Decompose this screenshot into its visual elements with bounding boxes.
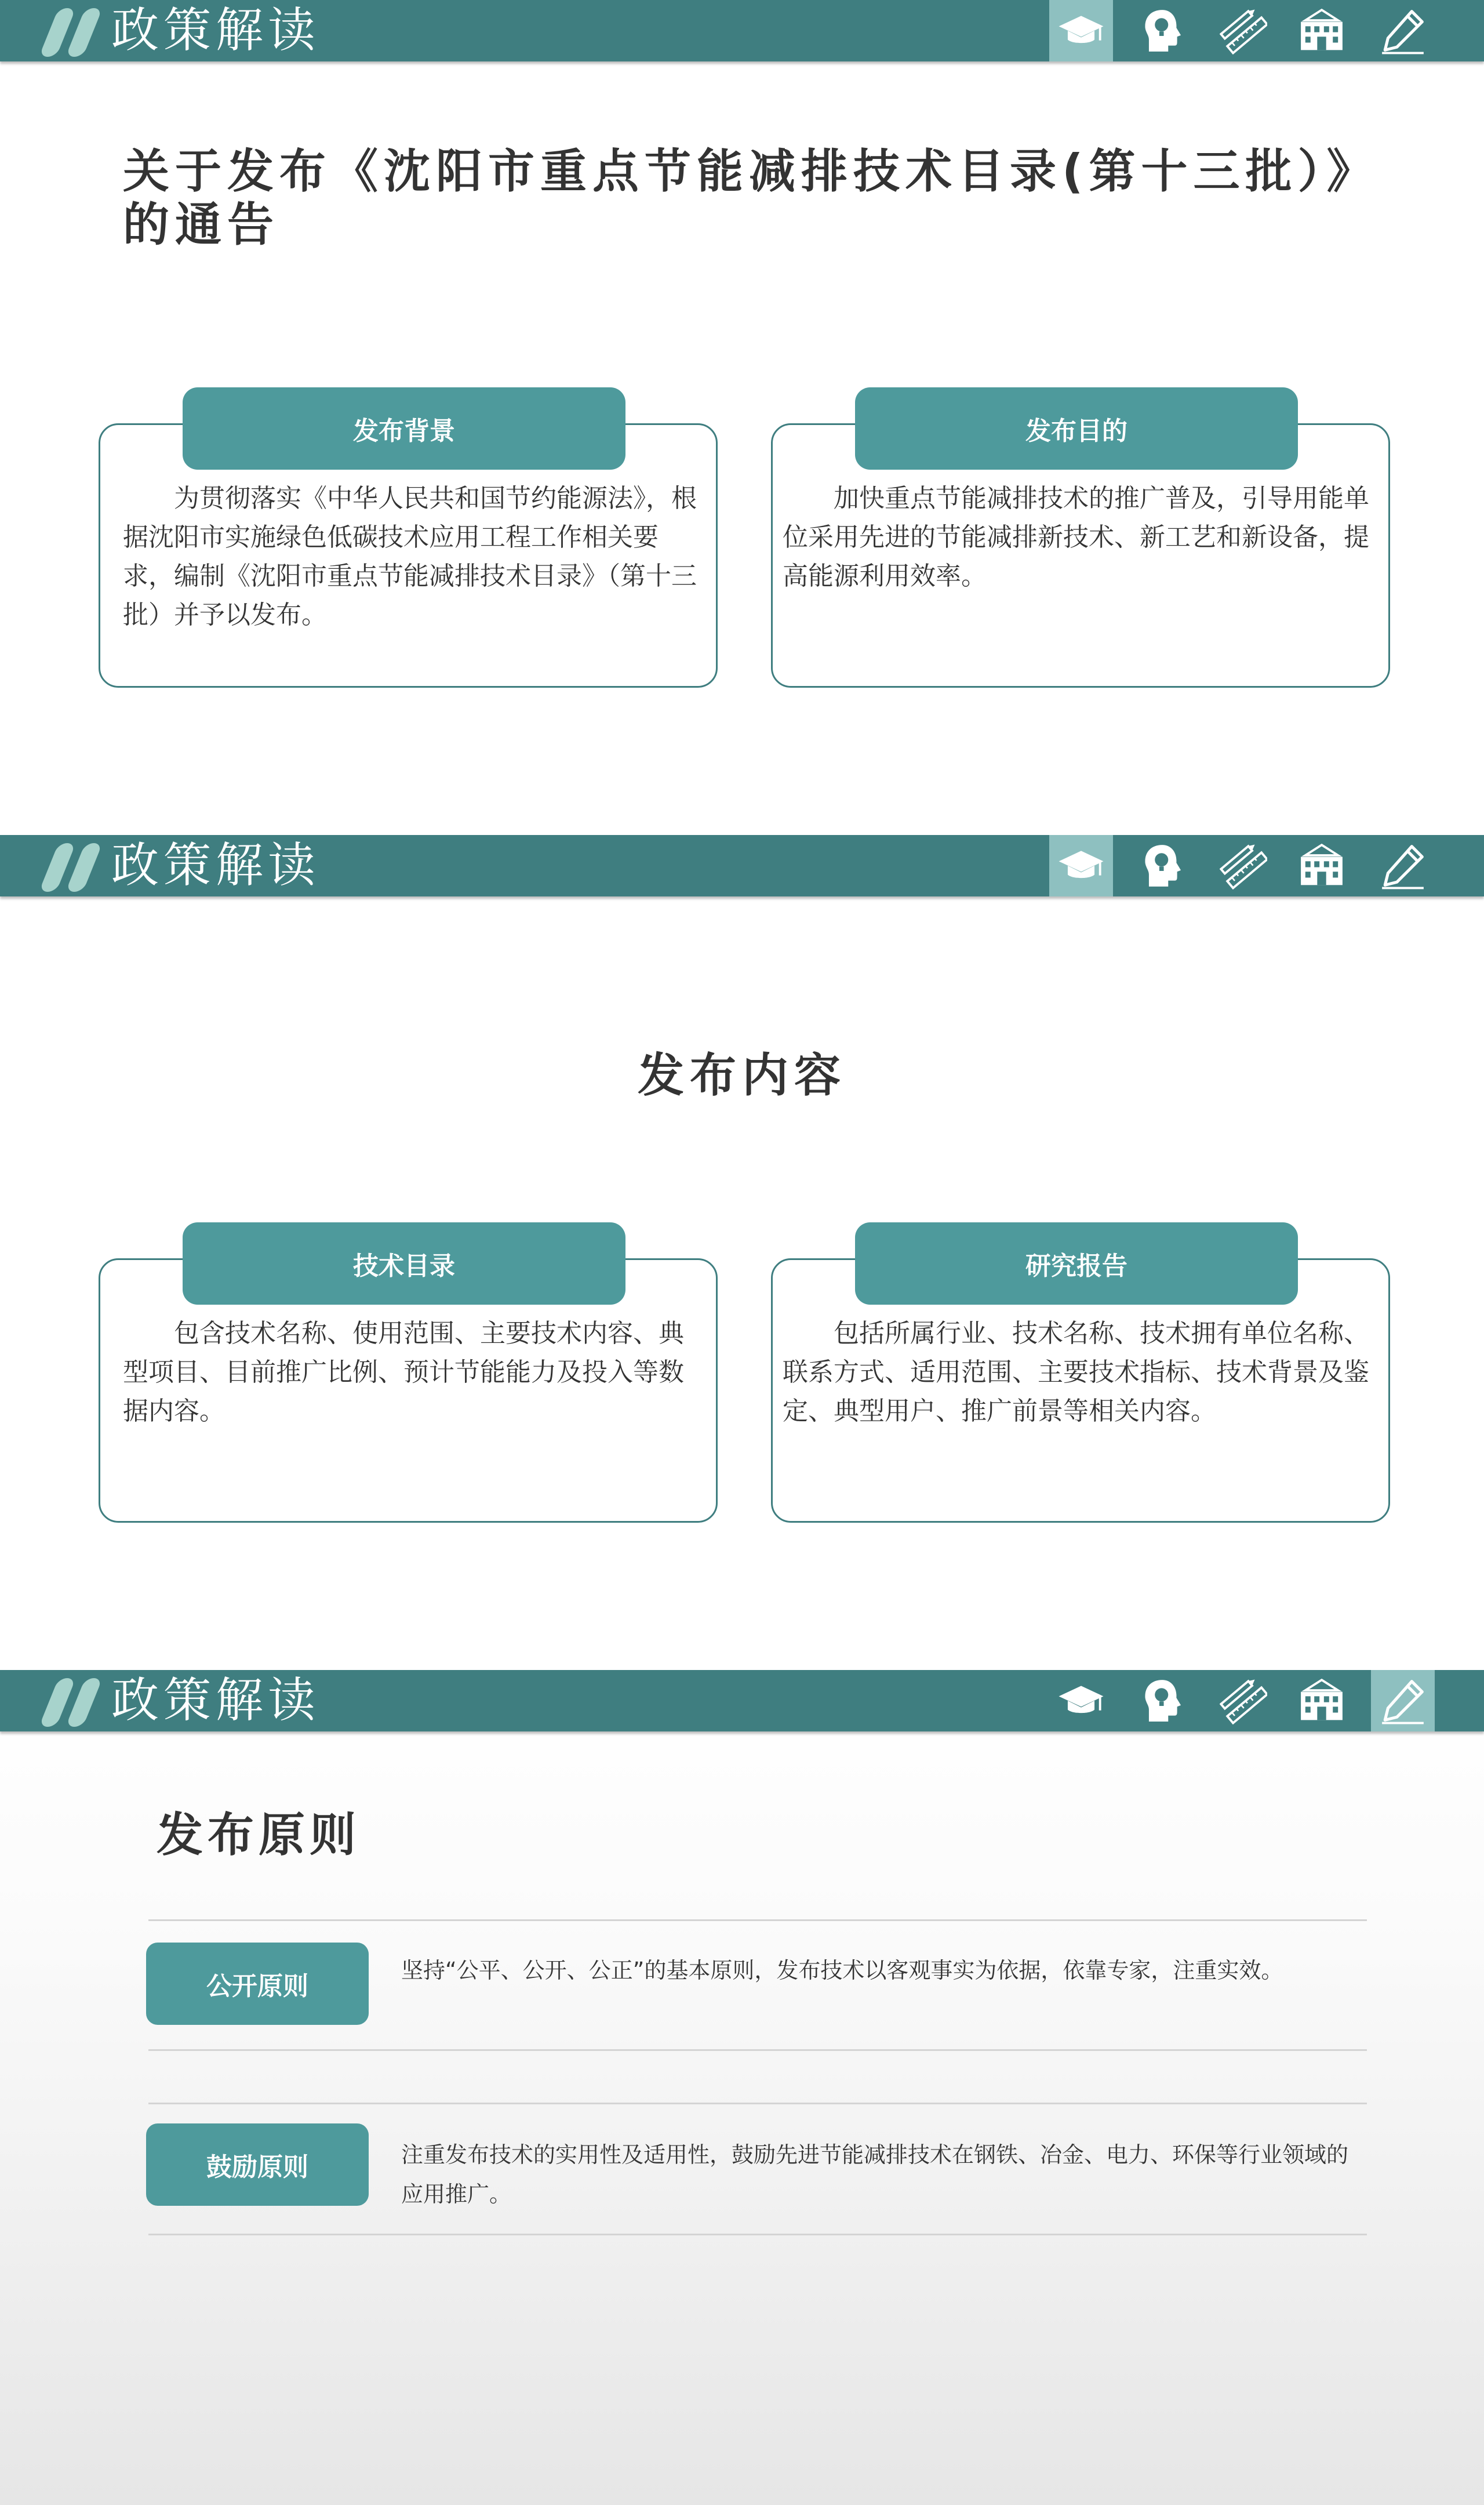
- card-text-purpose: 加快重点节能减排技术的推广普及，引导用能单位采用先进的节能减排新技术、新工艺和新设备，提高能源利用效率。: [783, 484, 1369, 591]
- card-tab-research-report: 研究报告: [855, 1222, 1298, 1305]
- divider: [148, 2103, 1367, 2104]
- double-slash-logo-icon: [45, 843, 101, 890]
- pencil-icon[interactable]: [1371, 0, 1435, 61]
- school-building-icon[interactable]: [1290, 0, 1354, 61]
- school-building-icon[interactable]: [1290, 1670, 1354, 1731]
- double-slash-logo-icon: [45, 8, 101, 55]
- page-title: 关于发布《沈阳市重点节能减排技术目录(第十三批）》的通告: [123, 144, 1379, 252]
- divider: [148, 2049, 1367, 2051]
- graduation-cap-icon[interactable]: [1049, 1670, 1113, 1731]
- principle-encourage-text: 注重发布技术的实用性及适用性，鼓励先进节能减排技术在钢铁、冶金、电力、环保等行业领域的应用推广。: [401, 2142, 1349, 2207]
- header-bar: [0, 0, 1484, 61]
- slide-publication-principles: [0, 1670, 1484, 2505]
- divider: [148, 2234, 1367, 2235]
- lightbulb-head-icon[interactable]: [1130, 0, 1194, 61]
- card-text-research-report: 包括所属行业、技术名称、技术拥有单位名称、联系方式、适用范围、主要技术指标、技术背景及鉴定、典型用户、推广前景等相关内容。: [783, 1319, 1369, 1426]
- card-tab-background: 发布背景: [183, 387, 625, 470]
- pencil-icon[interactable]: [1371, 835, 1435, 896]
- pencil-icon[interactable]: [1371, 1670, 1435, 1731]
- card-text-tech-catalog: 包含技术名称、使用范围、主要技术内容、典型项目、目前推广比例、预计节能能力及投入等数据内容。: [123, 1319, 684, 1426]
- header-bar: [0, 835, 1484, 896]
- slide-publication-content: [0, 835, 1484, 1670]
- graduation-cap-icon[interactable]: [1049, 835, 1113, 896]
- divider: [148, 1919, 1367, 1921]
- school-building-icon[interactable]: [1290, 835, 1354, 896]
- double-slash-logo-icon: [45, 1678, 101, 1725]
- header-bar: [0, 1670, 1484, 1731]
- slide-publication-notice: [0, 0, 1484, 835]
- header-title: 政策解读: [111, 3, 321, 58]
- card-tab-purpose: 发布目的: [855, 387, 1298, 470]
- ruler-pencil-icon[interactable]: [1212, 835, 1275, 896]
- ruler-pencil-icon[interactable]: [1212, 0, 1275, 61]
- principle-encourage-button[interactable]: 鼓励原则: [146, 2123, 369, 2206]
- principle-open-text: 坚持“公平、公开、公正”的基本原则，发布技术以客观事实为依据，依靠专家，注重实效。: [401, 1958, 1283, 1983]
- principle-open-button[interactable]: 公开原则: [146, 1943, 369, 2025]
- graduation-cap-icon[interactable]: [1049, 0, 1113, 61]
- header-title: 政策解读: [111, 838, 321, 893]
- section-title: 发布原则: [157, 1808, 361, 1862]
- card-text-background: 为贯彻落实《中华人民共和国节约能源法》，根据沈阳市实施绿色低碳技术应用工程工作相关要求，编制《沈阳市重点节能减排技术目录》（第十三批）并予以发布。: [123, 484, 697, 630]
- lightbulb-head-icon[interactable]: [1130, 1670, 1194, 1731]
- header-title: 政策解读: [111, 1673, 321, 1728]
- card-tab-tech-catalog: 技术目录: [183, 1222, 625, 1305]
- ruler-pencil-icon[interactable]: [1212, 1670, 1275, 1731]
- lightbulb-head-icon[interactable]: [1130, 835, 1194, 896]
- section-title: 发布内容: [638, 1048, 846, 1102]
